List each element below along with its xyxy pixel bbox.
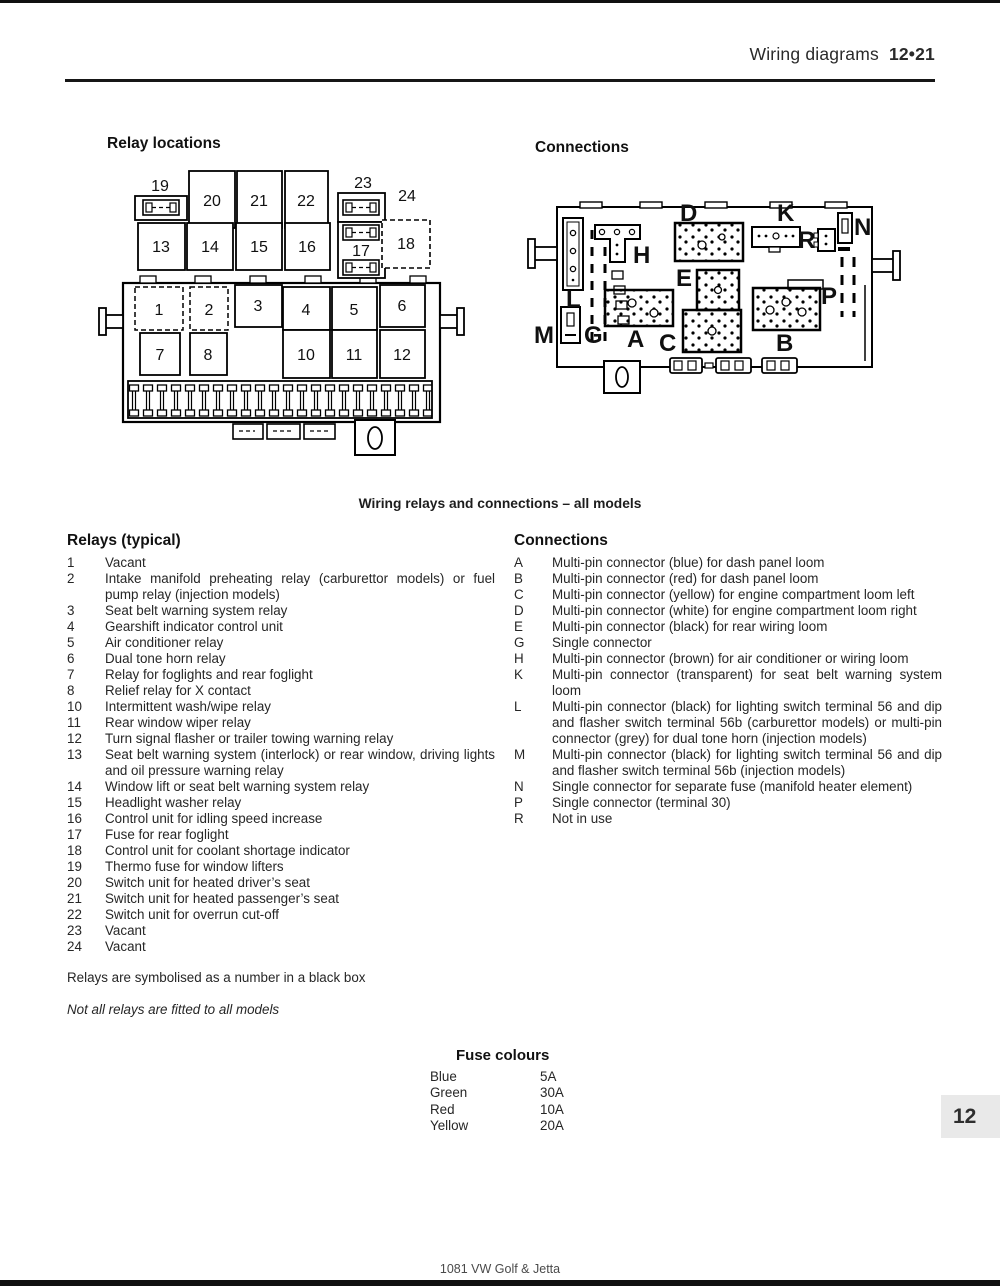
relay-number-label: 16 <box>298 239 316 256</box>
list-item-number: 18 <box>67 843 82 858</box>
connector-letter-label: L <box>566 286 581 313</box>
list-item-letter: A <box>514 555 523 570</box>
list-item-number: 21 <box>67 891 82 906</box>
chapter-tab: 12 <box>941 1095 1000 1138</box>
page-footer: 1081 VW Golf & Jetta <box>439 1262 561 1276</box>
connector-l <box>563 218 583 290</box>
connector-c <box>683 310 741 352</box>
relay-number-label: 20 <box>203 193 221 210</box>
connections-diagram-title: Connections <box>535 139 629 156</box>
list-item-description: Multi-pin connector (black) for rear wiring loom <box>552 619 828 634</box>
connections-list-title: Connections <box>514 532 608 549</box>
list-item-description: Turn signal flasher or trailer towing warning relay <box>105 731 394 746</box>
relay-number-label: 1 <box>154 302 164 319</box>
relay-sockets-upper <box>135 171 430 278</box>
relay-number-label: 7 <box>155 347 165 364</box>
left-mounting-pin <box>99 308 123 335</box>
list-item-description: Seat belt warning system relay <box>105 603 288 618</box>
relay-number-label: 13 <box>152 239 170 256</box>
connector-a <box>605 290 673 326</box>
bottom-connectors <box>670 358 797 373</box>
connector-letter-label: P <box>821 283 838 310</box>
connector-b <box>753 280 823 330</box>
list-item-number: 16 <box>67 811 82 826</box>
list-item <box>514 667 942 699</box>
list-item <box>514 587 942 603</box>
list-item <box>514 651 942 667</box>
list-item <box>514 779 942 795</box>
fuse-colour-name: Yellow <box>430 1118 469 1133</box>
connector-letter-label: N <box>854 214 872 241</box>
list-item <box>514 747 942 779</box>
header-title: Wiring diagrams <box>749 44 879 64</box>
list-item <box>514 555 942 571</box>
relay-number-label: 19 <box>151 178 169 195</box>
list-item-letter: N <box>514 779 524 794</box>
list-item-description: Dual tone horn relay <box>105 651 226 666</box>
connector-letter-label: E <box>676 265 693 292</box>
list-item-number: 8 <box>67 683 75 698</box>
relay-number-label: 2 <box>204 302 214 319</box>
relay-number-label: 17 <box>352 243 370 260</box>
list-item <box>67 667 495 683</box>
connections-list-body <box>514 555 942 827</box>
list-item <box>67 811 495 827</box>
list-item <box>67 891 495 907</box>
list-item-number: 4 <box>67 619 75 634</box>
list-item-letter: M <box>514 747 526 762</box>
connections-diagram <box>520 185 920 405</box>
relay-number-label: 24 <box>398 188 416 205</box>
list-item-description: Thermo fuse for window lifters <box>105 859 284 874</box>
list-item <box>67 699 495 715</box>
fuse-colour-row <box>430 1085 600 1102</box>
list-item-number: 15 <box>67 795 82 810</box>
relay-locations-diagram <box>85 160 475 460</box>
list-item <box>514 619 942 635</box>
list-item-description: Not in use <box>552 811 613 826</box>
relay-number-label: 21 <box>250 193 268 210</box>
list-item-number: 1 <box>67 555 75 570</box>
list-item-description: Switch unit for heated passenger’s seat <box>105 891 339 906</box>
mounting-bracket <box>355 420 395 455</box>
list-item-description: Single connector <box>552 635 652 650</box>
relay-number-label: 12 <box>393 347 411 364</box>
list-item-description: Relay for foglights and rear foglight <box>105 667 313 682</box>
list-item <box>514 795 942 811</box>
list-item-description: Single connector for separate fuse (manifold heater element) <box>552 779 913 794</box>
connector-letter-label: D <box>680 200 698 227</box>
connector-n <box>838 213 852 243</box>
list-item-letter: G <box>514 635 525 650</box>
list-item-number: 11 <box>67 715 81 730</box>
list-item-description: Multi-pin connector (black) for lighting switch terminal 56 and dip and flasher switch terminal 56b (injection models) <box>552 747 942 778</box>
relay-number-label: 23 <box>354 175 372 192</box>
relays-list-body <box>67 555 495 955</box>
list-item-letter: E <box>514 619 523 634</box>
list-item-letter: C <box>514 587 524 602</box>
list-item-description: Vacant <box>105 939 146 954</box>
list-item-letter: D <box>514 603 524 618</box>
list-item-description: Seat belt warning system (interlock) or rear window, driving lights and oil pressure warning relay <box>105 747 495 778</box>
relay-number-label: 14 <box>201 239 219 256</box>
relay-number-label: 6 <box>397 298 407 315</box>
list-item-number: 24 <box>67 939 82 954</box>
list-item-description: Multi-pin connector (black) for lighting switch terminal 56 and dip and flasher switch terminal 56b (carburettor models) or multi-pin connector (grey) for dual tone horn (injection models) <box>552 699 942 746</box>
list-item <box>514 699 942 747</box>
right-mounting-pin <box>440 308 464 335</box>
relay-diagram-title: Relay locations <box>107 135 221 152</box>
relay-number-label: 4 <box>301 302 311 319</box>
relays-list-title: Relays (typical) <box>67 532 181 549</box>
list-item-number: 12 <box>67 731 82 746</box>
list-item-description: Fuse for rear foglight <box>105 827 229 842</box>
list-item-description: Rear window wiper relay <box>105 715 251 730</box>
list-item-description: Multi-pin connector (transparent) for seat belt warning system loom <box>552 667 942 698</box>
fuse-colours-table <box>430 1048 600 1135</box>
list-item-description: Gearshift indicator control unit <box>105 619 283 634</box>
fuse-colours-title: Fuse colours <box>456 1047 550 1064</box>
header-page-number: 12•21 <box>888 44 935 64</box>
list-item-number: 17 <box>67 827 82 842</box>
list-item <box>67 651 495 667</box>
list-item <box>67 635 495 651</box>
list-item-number: 20 <box>67 875 82 890</box>
list-item <box>67 619 495 635</box>
header-rule <box>65 79 935 82</box>
list-item-letter: L <box>514 699 522 714</box>
list-item-description: Relief relay for X contact <box>105 683 251 698</box>
figure-caption: Wiring relays and connections – all models <box>358 496 642 511</box>
connector-letter-label: G <box>584 322 603 349</box>
list-item <box>67 747 495 779</box>
list-item-description: Air conditioner relay <box>105 635 224 650</box>
connector-letter-label: R <box>798 227 816 254</box>
fuse-colour-row <box>430 1069 600 1086</box>
relays-note: Relays are symbolised as a number in a black box <box>67 970 366 985</box>
connections-list <box>514 533 942 827</box>
list-item <box>514 811 942 827</box>
fuse-colour-row <box>430 1118 600 1135</box>
list-item-number: 6 <box>67 651 75 666</box>
connector-letter-label: H <box>633 242 651 269</box>
fuse-colour-name: Red <box>430 1101 455 1117</box>
list-item-description: Intake manifold preheating relay (carburettor models) or fuel pump relay (injection models) <box>105 571 495 602</box>
list-item-letter: K <box>514 667 523 682</box>
page-bottom-edge <box>0 1280 1000 1286</box>
list-item-description: Window lift or seat belt warning system relay <box>105 779 370 794</box>
fuse-colour-rating: 20A <box>540 1118 564 1133</box>
connector-letter-label: B <box>776 330 794 357</box>
fuse-colour-rating: 5A <box>540 1068 557 1084</box>
list-item-description: Control unit for coolant shortage indicator <box>105 843 350 858</box>
list-item-number: 5 <box>67 635 75 650</box>
fuse-colour-rating: 10A <box>540 1101 564 1117</box>
list-item-description: Vacant <box>105 555 146 570</box>
relay-number-label: 8 <box>203 347 213 364</box>
right-mounting-pin <box>872 251 900 280</box>
list-item <box>514 603 942 619</box>
list-item <box>67 683 495 699</box>
list-item-description: Multi-pin connector (yellow) for engine compartment loom left <box>552 587 915 602</box>
relays-list <box>67 533 495 955</box>
list-item <box>67 859 495 875</box>
list-item <box>514 635 942 651</box>
relay-number-label: 15 <box>250 239 268 256</box>
fuse-colour-name: Blue <box>430 1068 457 1084</box>
list-item <box>67 939 495 955</box>
page-top-edge <box>0 0 1000 3</box>
fuse-colour-name: Green <box>430 1085 468 1100</box>
list-item-number: 7 <box>67 667 75 682</box>
fuse-colour-rating: 30A <box>540 1085 564 1100</box>
list-item <box>67 555 495 571</box>
connector-e <box>697 270 739 310</box>
connector-letter-label: A <box>627 326 645 353</box>
fuse-colours-body <box>430 1069 600 1135</box>
list-item-description: Intermittent wash/wipe relay <box>105 699 271 714</box>
list-item <box>67 923 495 939</box>
connector-letter-label: M <box>534 322 554 349</box>
connector-letter-label: C <box>659 330 677 357</box>
list-item <box>67 875 495 891</box>
list-item-number: 10 <box>67 699 82 714</box>
list-item <box>67 843 495 859</box>
list-item-letter: R <box>514 811 524 826</box>
left-mounting-pin <box>528 239 557 268</box>
list-item-number: 23 <box>67 923 82 938</box>
list-item-description: Vacant <box>105 923 146 938</box>
list-item <box>67 571 495 603</box>
list-item-description: Multi-pin connector (brown) for air conditioner or wiring loom <box>552 651 909 666</box>
fuse-colour-row <box>430 1102 600 1119</box>
relay-number-label: 11 <box>345 347 363 364</box>
relays-fitment-note: Not all relays are fitted to all models <box>67 1002 280 1017</box>
list-item-description: Control unit for idling speed increase <box>105 811 323 826</box>
list-item-description: Multi-pin connector (white) for engine compartment loom right <box>552 603 917 618</box>
list-item-number: 13 <box>67 747 82 762</box>
list-item-letter: H <box>514 651 524 666</box>
list-item <box>67 827 495 843</box>
list-item-description: Single connector (terminal 30) <box>552 795 731 810</box>
list-item-number: 22 <box>67 907 82 922</box>
list-item <box>67 779 495 795</box>
relay-number-label: 18 <box>397 236 415 253</box>
relay-number-label: 22 <box>297 193 315 210</box>
list-item-description: Switch unit for overrun cut-off <box>105 907 279 922</box>
list-item <box>67 907 495 923</box>
page-header <box>750 44 936 65</box>
relay-number-label: 3 <box>253 298 263 315</box>
relay-number-label: 5 <box>349 302 359 319</box>
list-item <box>67 603 495 619</box>
connector-r <box>814 229 835 251</box>
list-item-number: 14 <box>67 779 82 794</box>
connector-letter-label: K <box>777 200 795 227</box>
connector-d <box>675 223 743 261</box>
mounting-bracket <box>604 361 640 393</box>
list-item-letter: P <box>514 795 523 810</box>
list-item-description: Switch unit for heated driver’s seat <box>105 875 310 890</box>
relay-number-label: 10 <box>297 347 315 364</box>
list-item-description: Multi-pin connector (blue) for dash panel loom <box>552 555 825 570</box>
list-item <box>67 731 495 747</box>
list-item-number: 2 <box>67 571 75 586</box>
bottom-connectors <box>233 424 335 439</box>
list-item <box>514 571 942 587</box>
list-item-description: Headlight washer relay <box>105 795 242 810</box>
list-item-description: Multi-pin connector (red) for dash panel loom <box>552 571 819 586</box>
list-item-number: 19 <box>67 859 82 874</box>
list-item <box>67 795 495 811</box>
list-item-number: 3 <box>67 603 75 618</box>
list-item-letter: B <box>514 571 523 586</box>
fuse-strip <box>128 381 432 418</box>
list-item <box>67 715 495 731</box>
